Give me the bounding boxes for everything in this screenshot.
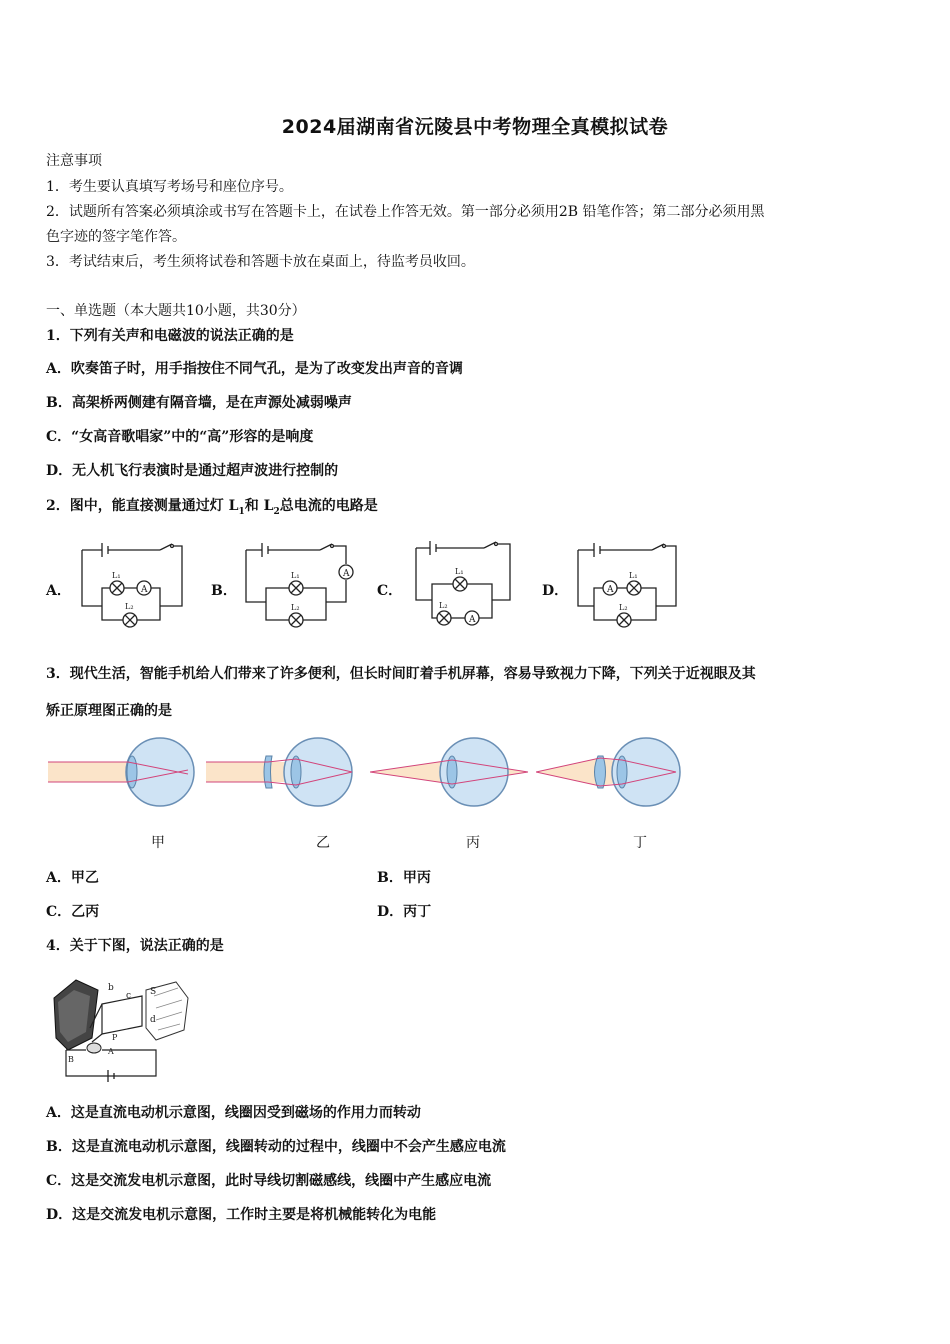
notice-item: 2．试题所有答案必须填涂或书写在答题卡上，在试卷上作答无效。第一部分必须用2B 铅笔作答；第二部分必须用黑 — [46, 204, 765, 220]
circuit-label-b: B． — [211, 583, 237, 599]
fig-letter: B — [68, 1055, 74, 1064]
circuit-diagram-c — [402, 534, 520, 630]
circuit-label-a: A． — [46, 583, 71, 599]
q1-option-a: A．吹奏笛子时，用手指按住不同气孔，是为了改变发出声音的音调 — [46, 361, 463, 377]
circuit-diagram-b — [236, 536, 354, 630]
notice-item: 3．考试结束后，考生须将试卷和答题卡放在桌面上，待监考员收回。 — [46, 254, 475, 270]
circuit-label-d: D． — [542, 583, 569, 599]
page-title: 2024届湖南省沅陵县中考物理全真模拟试卷 — [281, 116, 669, 138]
circuit-label-c: C． — [377, 583, 403, 599]
lamp-label: L₁ — [291, 571, 300, 580]
q4-option-c: C．这是交流发电机示意图，此时导线切割磁感线，线圈中产生感应电流 — [46, 1173, 492, 1189]
fig-letter: P — [112, 1033, 118, 1042]
ammeter-label: A — [607, 585, 614, 595]
ammeter-label: A — [469, 615, 476, 625]
lamp-label: L₂ — [291, 603, 300, 612]
q3-stem-line2: 矫正原理图正确的是 — [46, 703, 172, 719]
fig-letter: A — [108, 1047, 114, 1056]
notice-item: 1．考生要认真填写考场号和座位序号。 — [46, 179, 293, 195]
circuit-diagram-d — [568, 536, 686, 630]
lamp-label: L₁ — [629, 571, 638, 580]
q4-stem: 4．关于下图，说法正确的是 — [46, 938, 224, 954]
lamp-label: L₂ — [439, 601, 448, 610]
section-heading: 一、单选题（本大题共10小题，共30分） — [46, 303, 306, 319]
notice-item: 色字迹的签字笔作答。 — [46, 229, 186, 245]
eye-label-jia: 甲 — [151, 835, 165, 851]
fig-letter: S — [150, 987, 157, 997]
eye-label-yi: 乙 — [316, 835, 330, 851]
q2-stem: 2．图中，能直接测量通过灯 $L_1$和 $L_2$总电流的电路是 — [46, 498, 378, 517]
q3-option-b: B．甲丙 — [377, 870, 431, 886]
lamp-label: L₂ — [125, 602, 134, 611]
fig-letter: d — [150, 1015, 156, 1025]
eye-diagram-ding — [536, 732, 686, 812]
q1-stem: 1．下列有关声和电磁波的说法正确的是 — [46, 328, 294, 344]
eye-diagram-bing — [370, 732, 530, 812]
eye-label-ding: 丁 — [633, 835, 647, 851]
fig-letter: c — [126, 991, 132, 1001]
fig-letter: b — [108, 983, 114, 993]
q1-option-d: D．无人机飞行表演时是通过超声波进行控制的 — [46, 463, 339, 479]
lamp-label: L₁ — [455, 567, 464, 576]
q1-option-c: C．“女高音歌唱家”中的“高”形容的是响度 — [46, 429, 314, 445]
q3-option-a: A．甲乙 — [46, 870, 99, 886]
q4-option-a: A．这是直流电动机示意图，线圈因受到磁场的作用力而转动 — [46, 1105, 421, 1121]
q4-option-d: D．这是交流发电机示意图，工作时主要是将机械能转化为电能 — [46, 1207, 437, 1223]
q4-option-b: B．这是直流电动机示意图，线圈转动的过程中，线圈中不会产生感应电流 — [46, 1139, 506, 1155]
q1-option-b: B．高架桥两侧建有隔音墙，是在声源处减弱噪声 — [46, 395, 352, 411]
generator-motor-diagram — [46, 968, 196, 1084]
lamp-label: L₁ — [112, 571, 121, 580]
lamp-label: L₂ — [619, 603, 628, 612]
q3-option-c: C．乙丙 — [46, 904, 100, 920]
q3-option-d: D．丙丁 — [377, 904, 432, 920]
eye-diagram-yi — [206, 732, 356, 812]
eye-label-bing: 丙 — [466, 835, 480, 851]
notice-heading: 注意事项 — [46, 153, 102, 169]
q3-stem-line1: 3．现代生活，智能手机给人们带来了许多便利，但长时间盯着手机屏幕，容易导致视力下降，下列关于近视眼及其 — [46, 666, 756, 682]
circuit-diagram-a — [72, 536, 190, 630]
eye-diagram-jia — [48, 732, 198, 812]
ammeter-label: A — [343, 569, 350, 579]
ammeter-label: A — [141, 585, 148, 595]
